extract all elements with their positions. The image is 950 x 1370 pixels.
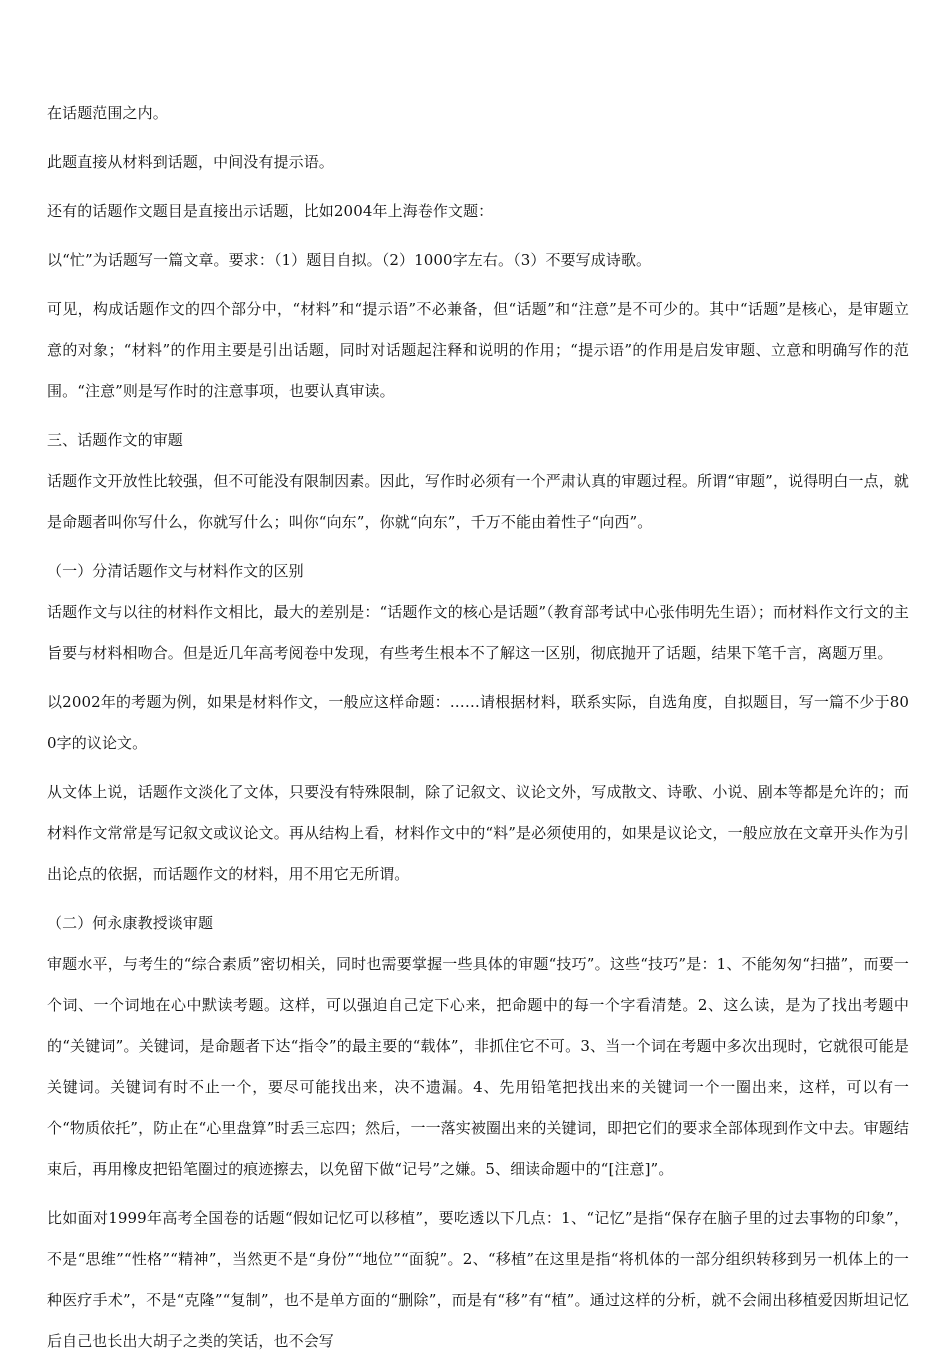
document-body [47, 93, 909, 1370]
paragraph-no-prompt: 此题直接从材料到话题，中间没有提示语。 [47, 153, 334, 171]
section-heading-three: 三、话题作文的审题 [47, 431, 183, 449]
paragraph-topic-openness: 话题作文开放性比较强，但不可能没有限制因素。因此，写作时必须有一个严肃认真的审题过程。所谓“审题”，说得明白一点，就是命题者叫你写什么，你就写什么；叫你“向东”，你就“向东”，千万不能由着性子“向西”。 [47, 472, 909, 531]
paragraph-genre: 从文体上说，话题作文淡化了文体，只要没有特殊限制，除了记叙文、议论文外，写成散文、诗歌、小说、剧本等都是允许的；而材料作文常常是写记叙文或议论文。再从结构上看，材料作文中的“料”是必须使用的，如果是议论文，一般应放在文章开头作为引出论点的依据，而话题作文的材料，用不用它无所谓。 [47, 783, 909, 883]
paragraph-four-parts: 可见，构成话题作文的四个部分中，“材料”和“提示语”不必兼备，但“话题”和“注意”是不可少的。其中“话题”是核心，是审题立意的对象；“材料”的作用主要是引出话题，同时对话题起注释和说明的作用；“提示语”的作用是启发审题、立意和明确写作的范围。“注意”则是写作时的注意事项，也要认真审读。 [47, 300, 909, 400]
paragraph-shanghai-example: 还有的话题作文题目是直接出示话题，比如2004年上海卷作文题： [47, 202, 494, 220]
paragraph-techniques: 审题水平，与考生的“综合素质”密切相关，同时也需要掌握一些具体的审题“技巧”。这些“技巧”是：1、不能匆匆“扫描”，而要一个词、一个词地在心中默读考题。这样，可以强迫自己定下心来，把命题中的每一个字看清楚。2、这么读，是为了找出考题中的“关键词”。关键词，是命题者下达“指令”的最主要的“载体”，非抓住它不可。3、当一个词在考题中多次出现时，它就很可能是关键词。关键词有时不止一个，要尽可能找出来，决不遗漏。4、先用铅笔把找出来的关键词一个一圈出来，这样，可以有一个“物质依托”，防止在“心里盘算”时丢三忘四；然后，一一落实被圈出来的关键词，即把它们的要求全部体现到作文中去。审题结束后，再用橡皮把铅笔圈过的痕迹擦去，以免留下做“记号”之嫌。5、细读命题中的“[注意]”。 [47, 955, 909, 1178]
paragraph-busy-topic: 以“忙”为话题写一篇文章。要求：（1）题目自拟。（2）1000字左右。（3）不要写成诗歌。 [47, 251, 652, 269]
subsection-heading-two: （二）何永康教授谈审题 [47, 914, 214, 932]
paragraph-topic-scope: 在话题范围之内。 [47, 104, 168, 122]
subsection-heading-one: （一）分清话题作文与材料作文的区别 [47, 562, 304, 580]
paragraph-difference: 话题作文与以往的材料作文相比，最大的差别是：“话题作文的核心是话题”（教育部考试中心张伟明先生语）；而材料作文行文的主旨要与材料相吻合。但是近几年高考阅卷中发现，有些考生根本不了解这一区别，彻底抛开了话题，结果下笔千言，离题万里。 [47, 603, 909, 662]
paragraph-1999-example: 比如面对1999年高考全国卷的话题“假如记忆可以移植”，要吃透以下几点：1、“记忆”是指“保存在脑子里的过去事物的印象”，不是“思维”“性格”“精神”，当然更不是“身份”“地位”“面貌”。2、“移植”在这里是指“将机体的一部分组织转移到另一机体上的一种医疗手术”，不是“克隆”“复制”，也不是单方面的“删除”，而是有“移”有“植”。通过这样的分析，就不会闹出移植爱因斯坦记忆后自己也长出大胡子之类的笑话，也不会写 [47, 1209, 909, 1350]
paragraph-2002-example: 以2002年的考题为例，如果是材料作文，一般应这样命题：……请根据材料，联系实际，自选角度，自拟题目，写一篇不少于800字的议论文。 [47, 693, 909, 752]
